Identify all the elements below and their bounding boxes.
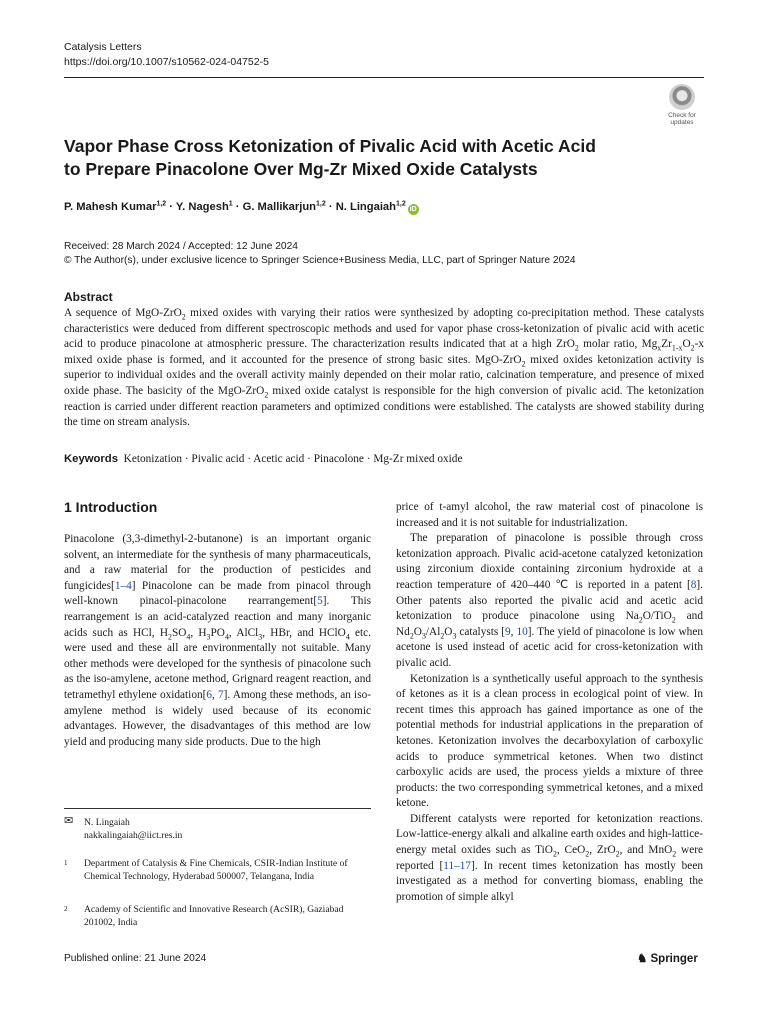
citation-link[interactable]: 1–4 (114, 579, 132, 592)
abstract-text: A sequence of MgO-ZrO$_2$ mixed oxides with varying their ratios were synthesized by adopting co-precipitation method. These catalysts characteristics were deduced from different spectroscopic methods and used for vapor phase cross-ketonization of pivalic acid with acetic acid to produce pinacolone at atmospheric pressure. The characterization results indicated that at a high ZrO$_2$ molar ratio, $Mg_xZr_{1-x}O_2-x$ mixed oxide phase is formed, and it accounted for the presence of strong basic sites. MgO-ZrO$_2$ mixed oxides ketonization activity is superior to individual oxides and the overall activity mainly depended on their molar ratio, calcination temperature, and presence of mixed oxide phase. The basicity of the MgO-ZrO$_2$ mixed oxide catalyst is responsible for the high conversion of pivalic acid. The ketonization reaction is carried under different reaction parameters and optimized conditions were established. The catalysts are showed stability during the time on stream analysis. (64, 307, 705, 429)
citation-link[interactable]: 5 (317, 595, 323, 608)
affiliation-1: 1 Department of Catalysis & Fine Chemicals, CSIR-Indian Institute of Chemical Technology, Hyderabad 500007, Telangana, India (64, 858, 348, 882)
corresponding-email[interactable]: nakkalingaiah@iict.res.in (84, 830, 183, 841)
left-column (64, 532, 371, 750)
check-updates-label: Check for updates (668, 112, 696, 126)
citation-link[interactable]: 11–17 (443, 859, 472, 872)
author-list: P. Mahesh Kumar$^{1,2}$ · Y. Nagesh$^1$ · G. Mallikarjun$^{1,2}$ · N. Lingaiah$^{1,2}$iD (64, 200, 417, 213)
paragraph: Ketonization is a synthetically useful approach to the synthesis of ketones as it is a clean process in ecological point of view. In recent times this approach has gained importance as one of the potential methods for industrial applications in the preparation of ketones. Ketonization involves the decarboxylation of carboxylic acids to produce symmetrical ketones. When two distinct carboxylic acids are used, the process yields a mixture of three products: the two corresponding symmetrical ketones, and a mixed ketone. (396, 672, 703, 810)
footnote-divider (64, 808, 371, 809)
author-affiliation: 1,2 (156, 200, 167, 208)
journal-header (64, 40, 269, 70)
corresponding-name: N. Lingaiah (84, 817, 130, 828)
author-name[interactable]: G. Mallikarjun (242, 201, 316, 213)
copyright-notice: © The Author(s), under exclusive licence to Springer Science+Business Media, LLC, part of Springer Nature 2024 (64, 255, 576, 266)
abstract-heading: Abstract (64, 290, 113, 304)
journal-name: Catalysis Letters (64, 41, 142, 53)
article-title: Vapor Phase Cross Ketonization of Pivalic Acid with Acetic Acid to Prepare Pinacolone Over Mg-Zr Mixed Oxide Catalysts (64, 136, 596, 179)
published-online: Published online: 21 June 2024 (64, 953, 207, 964)
affiliation-2: 2 Academy of Scientific and Innovative Research (AcSIR), Gaziabad 201002, India (64, 904, 344, 928)
keywords-list: Ketonization · Pivalic acid · Acetic acid · Pinacolone · Mg-Zr mixed oxide (123, 453, 463, 465)
header-divider (64, 77, 704, 78)
author-affiliation: 1,2 (316, 200, 326, 208)
orcid-icon[interactable]: iD (409, 206, 417, 213)
citation-link[interactable]: 7 (217, 688, 224, 701)
corresponding-author (64, 816, 371, 842)
check-updates-icon (669, 84, 695, 110)
article-dates (64, 240, 576, 268)
publisher-name: Springer (650, 953, 698, 965)
doi-link[interactable]: https://doi.org/10.1007/s10562-024-04752-5 (64, 56, 269, 68)
citation-link[interactable]: 9 (505, 625, 511, 638)
paragraph: price of t-amyl alcohol, the raw material cost of pinacolone is increased and it is not suitable for industrialization. (396, 501, 703, 529)
citation-link[interactable]: 10 (516, 625, 528, 638)
keywords-label: Keywords (64, 453, 118, 465)
author-name[interactable]: Y. Nagesh (175, 201, 229, 213)
paragraph: Different catalysts were reported for ketonization reactions. Low-lattice-energy alkali and alkaline earth oxides and high-lattice-energy metal oxides such as TiO$_2$, CeO$_2$, ZrO$_2$, and MnO$_2$ were reported [11–17]. In recent times ketonization has mostly been investigated as a method for converting biomass, enabling the promotion of simple alkyl (396, 812, 703, 903)
section-heading-introduction: 1 Introduction (64, 499, 158, 515)
mail-icon: ✉ (64, 815, 74, 827)
keywords (64, 453, 462, 465)
author-affiliation: 1,2 (395, 200, 406, 208)
paragraph: Pinacolone (3,3-dimethyl-2-butanone) is an important organic solvent, an intermediate for the synthesis of many pharmaceuticals, and a raw material for the production of pesticides and fungicides[1–4] Pinacolone can be made from pinacol through well-known pinacol-pinacolone rearrangement[5]. This rearrangement is an acid-catalyzed reaction and many inorganic acids such as HCl, $H_2SO_4$, $H_3PO_4$, AlCl$_3$, HBr, and HClO$_4$ etc. were used and these all are environmentally not suitable. Many other methods were developed for the synthesis of pinacolone such as the iso-amylene, acetone method, Grignard reagent reaction, and tetramethyl ethylene oxidation[6, 7]. Among these methods, an iso-amylene method is widely used because of its economic advantages. However, the disadvantages of this method are low yield and producing many side products. Due to the high (64, 533, 371, 748)
citation-link[interactable]: 6 (206, 688, 213, 701)
author-affiliation: 1 (228, 200, 233, 208)
check-for-updates-badge[interactable] (660, 84, 704, 126)
springer-horse-icon: ♞ (637, 953, 648, 965)
publisher-logo (637, 951, 698, 965)
citation-link[interactable]: 8 (690, 578, 697, 591)
author-name[interactable]: N. Lingaiah (335, 201, 396, 213)
right-column (396, 500, 703, 905)
author-name[interactable]: P. Mahesh Kumar (64, 201, 157, 213)
received-accepted: Received: 28 March 2024 / Accepted: 12 June 2024 (64, 241, 298, 252)
paragraph: The preparation of pinacolone is possible through cross ketonization approach. Pivalic acid-acetone catalyzed ketonization using zirconium dioxide containing zirconium hydroxide at a reaction temperature of 420–440 ℃ is reported in a patent [8]. Other patents also reported the pivalic acid and acetic acid ketonization to produce pinacolone using $Na_2O/TiO_2$ and $Nd_2O_3/Al_2O_3$ catalysts [9, 10]. The yield of pinacolone is low when acetone is used instead of acetic acid for cross-ketonization with pivalic acid. (396, 532, 703, 669)
